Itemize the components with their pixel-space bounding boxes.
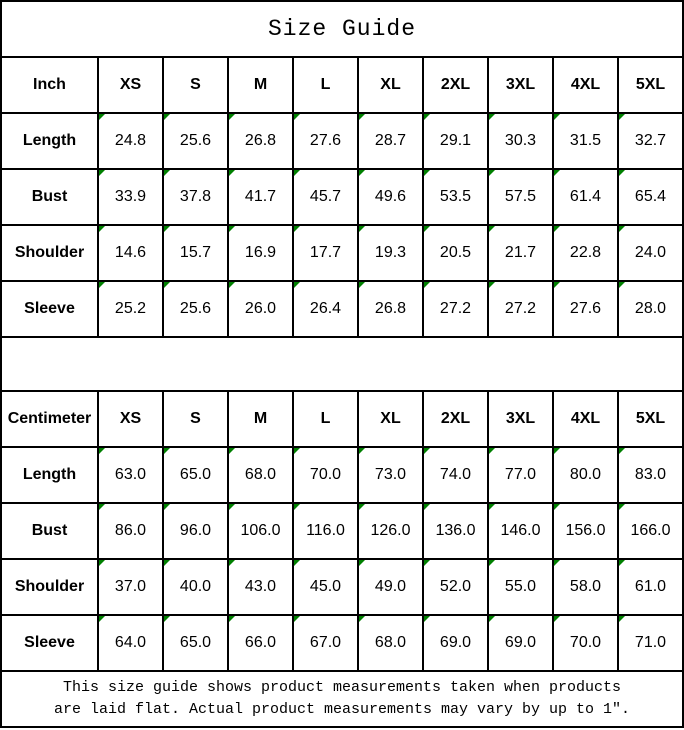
measurement-value: 40.0 xyxy=(179,578,212,595)
measurement-cell xyxy=(423,615,488,671)
measurement-cell xyxy=(488,281,553,337)
measurement-value: 116.0 xyxy=(306,522,345,539)
measurement-cell xyxy=(98,281,163,337)
measurement-cell xyxy=(618,615,683,671)
measurement-value: 58.0 xyxy=(569,578,602,595)
measurement-cell xyxy=(98,503,163,559)
size-column-header: S xyxy=(163,57,228,113)
measurement-value: 136.0 xyxy=(435,522,476,539)
measurement-cell xyxy=(423,225,488,281)
text-flag-icon xyxy=(99,560,105,566)
measurement-cell xyxy=(358,169,423,225)
measurement-cell xyxy=(358,281,423,337)
measurement-value: 96.0 xyxy=(179,522,212,539)
measurement-cell xyxy=(488,615,553,671)
text-flag-icon xyxy=(229,504,235,510)
measurement-value: 80.0 xyxy=(569,466,602,483)
measurement-value: 26.8 xyxy=(244,132,277,149)
text-flag-icon xyxy=(294,448,300,454)
measurement-value: 86.0 xyxy=(114,522,147,539)
text-flag-icon xyxy=(229,282,235,288)
measurement-value: 25.6 xyxy=(179,300,212,317)
measurement-value: 146.0 xyxy=(500,522,541,539)
measurement-cell xyxy=(228,615,293,671)
measurement-row xyxy=(1,559,683,615)
text-flag-icon xyxy=(554,504,560,510)
measurement-row xyxy=(1,169,683,225)
text-flag-icon xyxy=(294,226,300,232)
measurement-cell xyxy=(358,225,423,281)
text-flag-icon xyxy=(229,170,235,176)
unit-label: Inch xyxy=(1,57,98,113)
row-label: Shoulder xyxy=(1,559,98,615)
text-flag-icon xyxy=(554,616,560,622)
measurement-cell xyxy=(488,559,553,615)
measurement-value: 67.0 xyxy=(309,634,342,651)
measurement-cell xyxy=(488,447,553,503)
measurement-cell xyxy=(228,503,293,559)
measurement-value: 77.0 xyxy=(504,466,537,483)
text-flag-icon xyxy=(489,282,495,288)
row-label: Length xyxy=(1,447,98,503)
text-flag-icon xyxy=(99,282,105,288)
text-flag-icon xyxy=(359,448,365,454)
measurement-value: 27.6 xyxy=(569,300,602,317)
text-flag-icon xyxy=(424,114,430,120)
measurement-value: 41.7 xyxy=(244,188,277,205)
measurement-value: 26.4 xyxy=(309,300,342,317)
text-flag-icon xyxy=(229,448,235,454)
measurement-value: 27.6 xyxy=(309,132,342,149)
text-flag-icon xyxy=(424,504,430,510)
row-label: Sleeve xyxy=(1,281,98,337)
measurement-row xyxy=(1,447,683,503)
text-flag-icon xyxy=(359,504,365,510)
text-flag-icon xyxy=(294,560,300,566)
measurement-cell xyxy=(98,559,163,615)
measurement-value: 49.0 xyxy=(374,578,407,595)
measurement-value: 156.0 xyxy=(565,522,606,539)
text-flag-icon xyxy=(424,560,430,566)
row-label: Length xyxy=(1,113,98,169)
measurement-value: 37.8 xyxy=(179,188,212,205)
measurement-cell xyxy=(98,113,163,169)
measurement-cell xyxy=(228,113,293,169)
text-flag-icon xyxy=(619,170,625,176)
text-flag-icon xyxy=(489,170,495,176)
measurement-value: 27.2 xyxy=(504,300,537,317)
measurement-value: 25.6 xyxy=(179,132,212,149)
row-label: Bust xyxy=(1,503,98,559)
measurement-cell xyxy=(163,615,228,671)
text-flag-icon xyxy=(164,282,170,288)
measurement-value: 106.0 xyxy=(240,522,281,539)
measurement-value: 83.0 xyxy=(634,466,667,483)
measurement-cell xyxy=(163,503,228,559)
text-flag-icon xyxy=(424,282,430,288)
text-flag-icon xyxy=(424,226,430,232)
measurement-cell xyxy=(163,169,228,225)
size-column-header: 4XL xyxy=(553,57,618,113)
measurement-cell xyxy=(618,559,683,615)
measurement-value: 15.7 xyxy=(179,244,212,261)
measurement-value: 26.8 xyxy=(374,300,407,317)
text-flag-icon xyxy=(294,170,300,176)
text-flag-icon xyxy=(164,448,170,454)
spacer-cell xyxy=(1,337,683,391)
spacer-section xyxy=(1,337,683,391)
measurement-cell xyxy=(488,225,553,281)
measurement-value: 68.0 xyxy=(374,634,407,651)
size-column-header: 2XL xyxy=(423,391,488,447)
measurement-value: 70.0 xyxy=(569,634,602,651)
measurement-cell xyxy=(358,615,423,671)
size-column-header: 5XL xyxy=(618,391,683,447)
measurement-cell xyxy=(293,169,358,225)
text-flag-icon xyxy=(489,114,495,120)
measurement-cell xyxy=(618,113,683,169)
measurement-cell xyxy=(228,447,293,503)
spacer-row xyxy=(1,337,683,391)
size-column-header: M xyxy=(228,391,293,447)
measurement-cell xyxy=(358,503,423,559)
measurement-cell xyxy=(163,113,228,169)
text-flag-icon xyxy=(554,114,560,120)
measurement-cell xyxy=(358,559,423,615)
text-flag-icon xyxy=(99,170,105,176)
measurement-cell xyxy=(488,113,553,169)
measurement-cell xyxy=(228,169,293,225)
measurement-row xyxy=(1,615,683,671)
text-flag-icon xyxy=(619,616,625,622)
measurement-cell xyxy=(423,559,488,615)
text-flag-icon xyxy=(164,170,170,176)
text-flag-icon xyxy=(229,226,235,232)
text-flag-icon xyxy=(554,170,560,176)
measurement-value: 31.5 xyxy=(569,132,602,149)
text-flag-icon xyxy=(294,282,300,288)
measurement-cell xyxy=(553,447,618,503)
text-flag-icon xyxy=(359,170,365,176)
row-label: Sleeve xyxy=(1,615,98,671)
measurement-value: 37.0 xyxy=(114,578,147,595)
measurement-value: 64.0 xyxy=(114,634,147,651)
size-column-header: XL xyxy=(358,57,423,113)
text-flag-icon xyxy=(99,504,105,510)
measurement-cell xyxy=(163,281,228,337)
measurement-value: 19.3 xyxy=(374,244,407,261)
measurement-value: 55.0 xyxy=(504,578,537,595)
measurement-value: 24.8 xyxy=(114,132,147,149)
measurement-cell xyxy=(293,615,358,671)
measurement-cell xyxy=(553,113,618,169)
footer-note-line1: This size guide shows product measurements taken when products xyxy=(62,678,622,696)
text-flag-icon xyxy=(99,226,105,232)
size-column-header: XL xyxy=(358,391,423,447)
measurement-cell xyxy=(488,503,553,559)
text-flag-icon xyxy=(489,560,495,566)
measurement-cell xyxy=(163,447,228,503)
measurement-value: 74.0 xyxy=(439,466,472,483)
footer-note xyxy=(1,671,683,727)
measurement-value: 22.8 xyxy=(569,244,602,261)
measurement-value: 28.7 xyxy=(374,132,407,149)
measurement-value: 27.2 xyxy=(439,300,472,317)
text-flag-icon xyxy=(164,504,170,510)
text-flag-icon xyxy=(99,448,105,454)
size-column-header: 2XL xyxy=(423,57,488,113)
text-flag-icon xyxy=(424,616,430,622)
measurement-cell xyxy=(553,225,618,281)
title-row xyxy=(1,1,683,57)
measurement-value: 61.4 xyxy=(569,188,602,205)
measurement-value: 70.0 xyxy=(309,466,342,483)
text-flag-icon xyxy=(359,282,365,288)
measurement-row xyxy=(1,113,683,169)
text-flag-icon xyxy=(619,282,625,288)
measurement-value: 16.9 xyxy=(244,244,277,261)
text-flag-icon xyxy=(619,226,625,232)
measurement-cell xyxy=(618,225,683,281)
measurement-value: 63.0 xyxy=(114,466,147,483)
measurement-cell xyxy=(163,559,228,615)
text-flag-icon xyxy=(294,504,300,510)
measurement-value: 73.0 xyxy=(374,466,407,483)
measurement-cell xyxy=(358,447,423,503)
measurement-cell xyxy=(98,447,163,503)
footer-row xyxy=(1,671,683,727)
cm-table-section xyxy=(1,391,683,671)
measurement-cell xyxy=(423,281,488,337)
unit-label: Centimeter xyxy=(1,391,98,447)
size-column-header: 4XL xyxy=(553,391,618,447)
size-column-header: 3XL xyxy=(488,57,553,113)
measurement-row xyxy=(1,225,683,281)
measurement-value: 126.0 xyxy=(370,522,411,539)
measurement-cell xyxy=(228,559,293,615)
measurement-cell xyxy=(423,169,488,225)
measurement-cell xyxy=(423,113,488,169)
measurement-value: 61.0 xyxy=(634,578,667,595)
measurement-value: 69.0 xyxy=(504,634,537,651)
measurement-cell xyxy=(228,281,293,337)
measurement-cell xyxy=(228,225,293,281)
measurement-value: 43.0 xyxy=(244,578,277,595)
measurement-value: 21.7 xyxy=(504,244,537,261)
text-flag-icon xyxy=(164,616,170,622)
measurement-value: 68.0 xyxy=(244,466,277,483)
size-column-header: XS xyxy=(98,57,163,113)
measurement-cell xyxy=(163,225,228,281)
measurement-value: 69.0 xyxy=(439,634,472,651)
text-flag-icon xyxy=(424,170,430,176)
size-column-header: S xyxy=(163,391,228,447)
text-flag-icon xyxy=(619,504,625,510)
measurement-cell xyxy=(98,225,163,281)
text-flag-icon xyxy=(554,560,560,566)
measurement-cell xyxy=(618,447,683,503)
measurement-value: 65.0 xyxy=(179,634,212,651)
measurement-row xyxy=(1,281,683,337)
measurement-cell xyxy=(293,113,358,169)
measurement-cell xyxy=(358,113,423,169)
measurement-cell xyxy=(98,169,163,225)
measurement-value: 14.6 xyxy=(114,244,147,261)
measurement-value: 32.7 xyxy=(634,132,667,149)
measurement-cell xyxy=(293,447,358,503)
measurement-cell xyxy=(293,503,358,559)
text-flag-icon xyxy=(619,560,625,566)
measurement-cell xyxy=(293,559,358,615)
text-flag-icon xyxy=(99,616,105,622)
measurement-value: 57.5 xyxy=(504,188,537,205)
text-flag-icon xyxy=(99,114,105,120)
measurement-cell xyxy=(98,615,163,671)
text-flag-icon xyxy=(489,504,495,510)
text-flag-icon xyxy=(164,226,170,232)
measurement-value: 45.0 xyxy=(309,578,342,595)
text-flag-icon xyxy=(619,448,625,454)
footer-note-line2: are laid flat. Actual product measurements may vary by up to 1″. xyxy=(53,701,631,718)
measurement-cell xyxy=(618,503,683,559)
row-label: Bust xyxy=(1,169,98,225)
measurement-cell xyxy=(618,281,683,337)
text-flag-icon xyxy=(489,226,495,232)
measurement-value: 28.0 xyxy=(634,300,667,317)
inch-table-section xyxy=(1,57,683,337)
text-flag-icon xyxy=(164,560,170,566)
title-section xyxy=(1,1,683,57)
measurement-value: 25.2 xyxy=(114,300,147,317)
size-column-header: XS xyxy=(98,391,163,447)
text-flag-icon xyxy=(359,616,365,622)
text-flag-icon xyxy=(359,226,365,232)
text-flag-icon xyxy=(359,560,365,566)
text-flag-icon xyxy=(229,616,235,622)
measurement-cell xyxy=(553,615,618,671)
measurement-cell xyxy=(293,281,358,337)
measurement-value: 66.0 xyxy=(244,634,277,651)
text-flag-icon xyxy=(294,616,300,622)
measurement-value: 24.0 xyxy=(634,244,667,261)
measurement-value: 29.1 xyxy=(439,132,472,149)
size-header-row xyxy=(1,391,683,447)
measurement-value: 166.0 xyxy=(630,522,671,539)
measurement-cell xyxy=(423,447,488,503)
measurement-value: 49.6 xyxy=(374,188,407,205)
row-label: Shoulder xyxy=(1,225,98,281)
measurement-value: 20.5 xyxy=(439,244,472,261)
text-flag-icon xyxy=(489,616,495,622)
measurement-value: 71.0 xyxy=(634,634,667,651)
measurement-value: 65.4 xyxy=(634,188,667,205)
text-flag-icon xyxy=(619,114,625,120)
measurement-value: 33.9 xyxy=(114,188,147,205)
text-flag-icon xyxy=(164,114,170,120)
measurement-cell xyxy=(293,225,358,281)
footer-section xyxy=(1,671,683,727)
size-column-header: M xyxy=(228,57,293,113)
text-flag-icon xyxy=(554,226,560,232)
measurement-value: 53.5 xyxy=(439,188,472,205)
measurement-value: 30.3 xyxy=(504,132,537,149)
measurement-value: 45.7 xyxy=(309,188,342,205)
measurement-row xyxy=(1,503,683,559)
measurement-cell xyxy=(553,503,618,559)
text-flag-icon xyxy=(229,114,235,120)
size-column-header: 3XL xyxy=(488,391,553,447)
measurement-cell xyxy=(488,169,553,225)
text-flag-icon xyxy=(359,114,365,120)
size-guide-title: Size Guide xyxy=(1,1,683,57)
text-flag-icon xyxy=(424,448,430,454)
text-flag-icon xyxy=(229,560,235,566)
measurement-value: 17.7 xyxy=(309,244,342,261)
measurement-cell xyxy=(553,559,618,615)
measurement-cell xyxy=(553,169,618,225)
measurement-value: 65.0 xyxy=(179,466,212,483)
text-flag-icon xyxy=(554,448,560,454)
text-flag-icon xyxy=(554,282,560,288)
measurement-cell xyxy=(618,169,683,225)
size-column-header: L xyxy=(293,57,358,113)
measurement-cell xyxy=(553,281,618,337)
measurement-value: 52.0 xyxy=(439,578,472,595)
text-flag-icon xyxy=(489,448,495,454)
measurement-value: 26.0 xyxy=(244,300,277,317)
size-header-row xyxy=(1,57,683,113)
measurement-cell xyxy=(423,503,488,559)
text-flag-icon xyxy=(294,114,300,120)
size-column-header: L xyxy=(293,391,358,447)
size-column-header: 5XL xyxy=(618,57,683,113)
